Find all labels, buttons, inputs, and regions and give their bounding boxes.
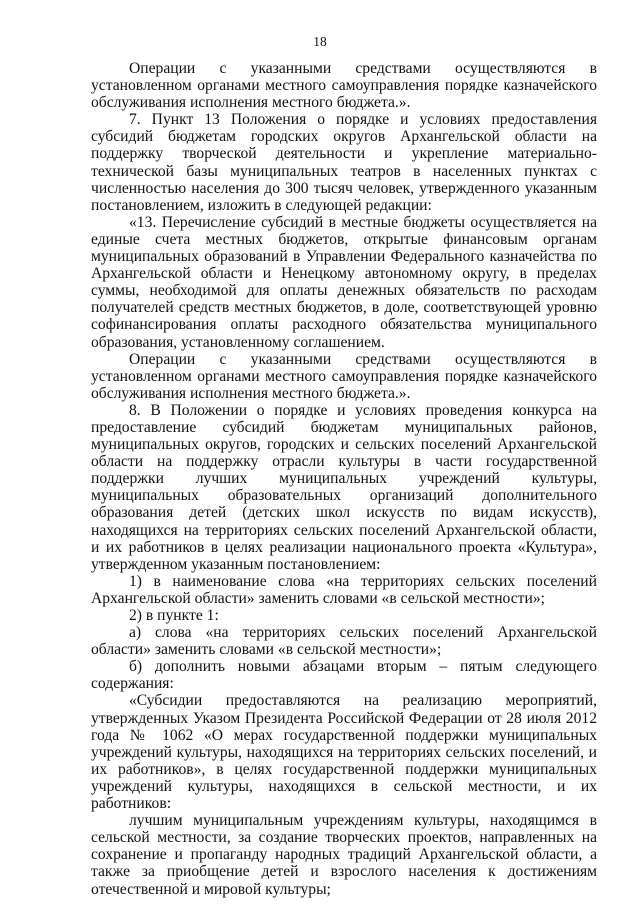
paragraph: 2) в пункте 1: — [129, 607, 219, 624]
paragraph: 7. Пункт 13 Положения о порядке и условиях предоставления субсидий бюджетам городских округов Архангельской области на поддержку творческой деятельности и укрепление материально-технической базы муниципальных театров в населенных пунктах с численностью населения до 300 тысяч человек, утвержденного указанным постановлением, изложить в следующей редакции: — [91, 111, 597, 214]
document-body — [91, 60, 597, 898]
paragraph: 8. В Положении о порядке и условиях проведения конкурса на предоставление субсидий бюджетам муниципальных районов, муниципальных округов, городских и сельских поселений Архангельской области на поддержку отрасли культуры в части государственной поддержки лучших муниципальных учреждений культуры, муниципальных образовательных организаций дополнительного образования детей (детских школ искусств по видам искусств), находящихся на территориях сельских поселений Архангельской области, и их работников в целях реализации национального проекта «Культура», утвержденном указанным постановлением: — [91, 401, 597, 573]
paragraph: «Субсидии предоставляются на реализацию мероприятий, утвержденных Указом Президента Российской Федерации от 28 июля 2012 года № 1062 «О мерах государственной поддержки муниципальных учреждений культуры, находящихся на территориях сельских поселений, и их работников», в целях государственной поддержки муниципальных учреждений культуры, находящихся в сельской местности, и их работников: — [91, 692, 597, 813]
paragraph: Операции с указанными средствами осуществляются в установленном органами местного самоуправления порядке казначейского обслуживания исполнения местного бюджета.». — [91, 350, 597, 402]
paragraph: б) дополнить новыми абзацами вторым – пятым следующего содержания: — [91, 658, 597, 693]
paragraph: Операции с указанными средствами осуществляются в установленном органами местного самоуправления порядке казначейского обслуживания исполнения местного бюджета.». — [91, 60, 597, 112]
paragraph: лучшим муниципальным учреждениям культуры, находящимся в сельской местности, за создание творческих проектов, направленных на сохранение и пропаганду народных традиций Архангельской области, а также за приобщение детей и взрослого населения к достижениям отечественной и мировой культуры; — [91, 812, 597, 898]
paragraph: 1) в наименование слова «на территориях сельских поселений Архангельской области» заменить словами «в сельской местности»; — [91, 572, 597, 607]
paragraph: а) слова «на территориях сельских поселений Архангельской области» заменить словами «в сельской местности»; — [91, 624, 597, 659]
paragraph: «13. Перечисление субсидий в местные бюджеты осуществляется на единые счета местных бюджетов, открытые финансовым органам муниципальных образований в Управлении Федерального казначейства по Архангельской области и Ненецкому автономному округу, в пределах суммы, необходимой для оплаты денежных обязательств по расходам получателей средств местных бюджетов, в доле, соответствующей уровню софинансирования оплаты расходного обязательства муниципального образования, установленному соглашением. — [91, 213, 597, 351]
page-number: 18 — [313, 34, 327, 49]
